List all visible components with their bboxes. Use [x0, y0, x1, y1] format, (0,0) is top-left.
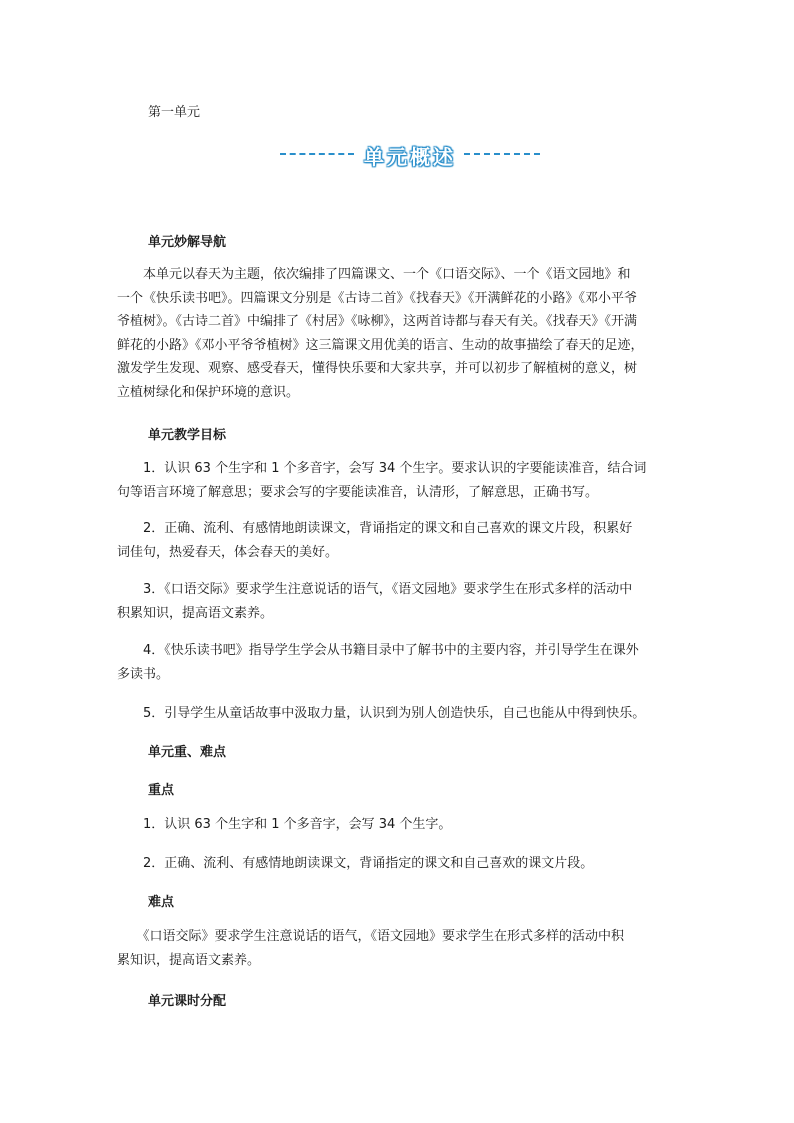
key-point-1: [117, 813, 677, 837]
paragraph-line: 鲜花的小路》《邓小平爷爷植树》这三篇课文用优美的语言、生动的故事描绘了春天的足迹，: [117, 337, 644, 353]
paragraph-line: 3．《口语交际》要求学生注意说话的语气，《语文园地》要求学生在形式多样的活动中: [117, 582, 633, 597]
paragraph-line: 积累知识，提高语文素养。: [117, 605, 274, 621]
paragraph-line: 1．认识 63 个生字和 1 个多音字，会写 34 个生字。要求认识的字要能读准音，结合词: [117, 461, 647, 476]
paragraph-line: 4．《快乐读书吧》指导学生学会从书籍目录中了解书中的主要内容，并引导学生在课外: [117, 643, 639, 658]
unit-label: 第一单元: [148, 105, 201, 120]
paragraph-line: 句等语言环境了解意思；要求会写的字要能读准音，认清形，了解意思，正确书写。: [117, 484, 599, 500]
paragraph-line: 5．引导学生从童话故事中汲取力量，认识到为别人创造快乐，自己也能从中得到快乐。: [117, 706, 646, 721]
goal-2: [117, 517, 677, 564]
key-subheading: 重点: [148, 783, 175, 798]
paragraph-line: 累知识，提高语文素养。: [117, 952, 261, 968]
paragraph-line: 立植树绿化和保护环境的意识。: [117, 384, 300, 400]
goal-3: [117, 578, 677, 625]
paragraph-line: 《口语交际》要求学生注意说话的语气，《语文园地》要求学生在形式多样的活动中积: [117, 929, 625, 944]
goals-heading: 单元教学目标: [148, 428, 227, 443]
banner-title: 单元概述: [364, 145, 456, 169]
paragraph-line: 2．正确、流利、有感情地朗读课文，背诵指定的课文和自己喜欢的课文片段，积累好: [117, 521, 633, 536]
difficulty-paragraph: [117, 925, 677, 972]
banner-dash-right: [464, 153, 540, 155]
paragraph-line: 词佳句，热爱春天，体会春天的美好。: [117, 544, 339, 560]
nav-paragraph: [117, 263, 677, 404]
paragraph-line: 一个《快乐读书吧》。四篇课文分别是《古诗二首》《找春天》《开满鲜花的小路》《邓小平爷: [117, 290, 638, 306]
paragraph-line: 多读书。: [117, 666, 170, 682]
paragraph-line: 爷植树》。《古诗二首》中编排了《村居》《咏柳》，这两首诗都与春天有关。《找春天》《开满: [117, 314, 638, 329]
paragraph-line: 本单元以春天为主题，依次编排了四篇课文、一个《口语交际》、一个《语文园地》和: [117, 267, 631, 282]
banner-dash-left: [280, 153, 354, 155]
nav-heading: 单元妙解导航: [148, 235, 227, 250]
goal-4: [117, 639, 677, 686]
goal-1: [117, 457, 677, 504]
paragraph-line: 2．正确、流利、有感情地朗读课文，背诵指定的课文和自己喜欢的课文片段。: [117, 856, 594, 871]
paragraph-line: 激发学生发现、观察、感受春天，懂得快乐要和大家共享，并可以初步了解植树的意义，树: [117, 361, 638, 376]
goal-5: [117, 702, 677, 726]
key-heading: 单元重、难点: [148, 745, 227, 760]
schedule-heading: 单元课时分配: [148, 994, 227, 1009]
paragraph-line: 1．认识 63 个生字和 1 个多音字，会写 34 个生字。: [117, 817, 452, 832]
difficulty-subheading: 难点: [148, 895, 175, 910]
section-banner: [280, 141, 540, 171]
key-point-2: [117, 852, 677, 876]
